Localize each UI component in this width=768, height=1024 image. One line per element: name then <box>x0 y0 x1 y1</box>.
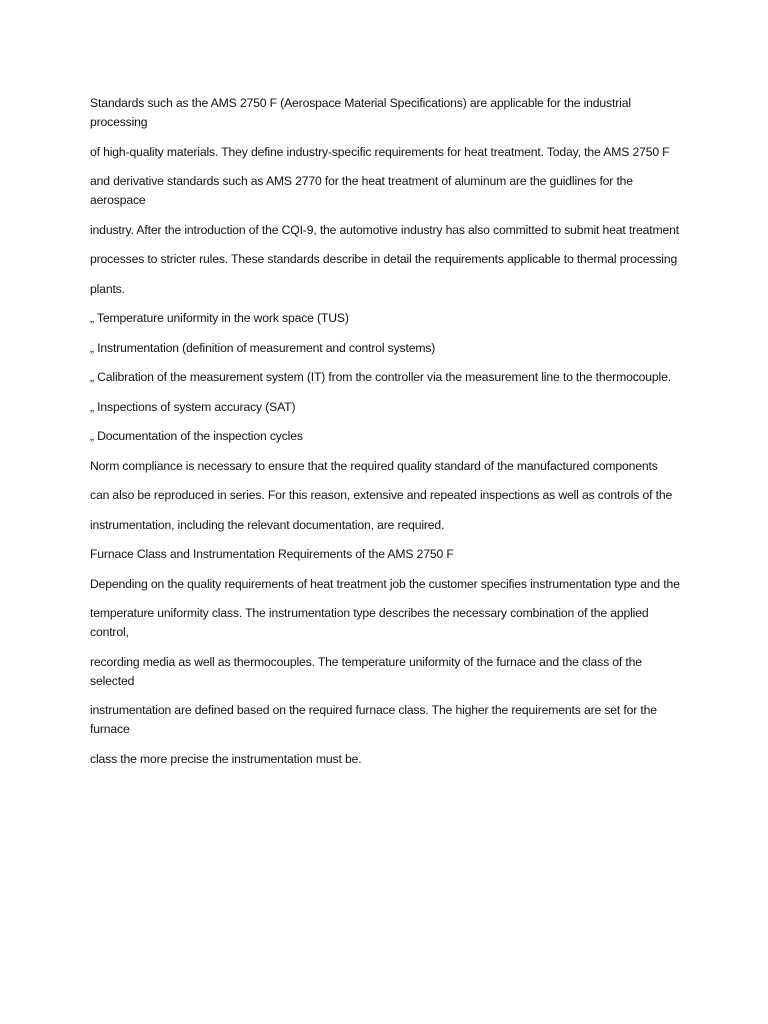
paragraph: plants. <box>90 281 125 296</box>
paragraph: instrumentation are defined based on the required furnace class. The higher the requirements are set for the furnace <box>90 703 657 736</box>
section-heading: Furnace Class and Instrumentation Requirements of the AMS 2750 F <box>90 547 454 561</box>
document-body <box>90 94 682 779</box>
paragraph: of high-quality materials. They define industry-specific requirements for heat treatment. Today, the AMS 2750 F <box>90 144 670 159</box>
paragraph: industry. After the introduction of the CQI-9, the automotive industry has also committed to submit heat treatment <box>90 222 679 237</box>
paragraph: and derivative standards such as AMS 2770 for the heat treatment of aluminum are the guidlines for the aerospace <box>90 174 633 207</box>
paragraph: can also be reproduced in series. For this reason, extensive and repeated inspections as well as controls of the <box>90 488 673 502</box>
list-item: „ Instrumentation (definition of measurement and control systems) <box>90 340 436 355</box>
paragraph: instrumentation, including the relevant documentation, are required. <box>90 517 445 532</box>
paragraph: class the more precise the instrumentation must be. <box>90 751 362 766</box>
paragraph: Standards such as the AMS 2750 F (Aerospace Material Specifications) are applicable for the industrial processing <box>90 96 631 129</box>
list-item: „ Documentation of the inspection cycles <box>90 429 303 443</box>
paragraph: processes to stricter rules. These standards describe in detail the requirements applicable to thermal processing <box>90 252 678 266</box>
list-item: „ Temperature uniformity in the work space (TUS) <box>90 311 349 325</box>
paragraph: temperature uniformity class. The instrumentation type describes the necessary combination of the applied control, <box>90 606 649 639</box>
paragraph: Depending on the quality requirements of heat treatment job the customer specifies instrumentation type and the <box>90 576 680 591</box>
paragraph: recording media as well as thermocouples. The temperature uniformity of the furnace and the class of the selected <box>90 654 642 688</box>
paragraph: Norm compliance is necessary to ensure that the required quality standard of the manufactured components <box>90 458 658 473</box>
list-item: „ Inspections of system accuracy (SAT) <box>90 399 296 414</box>
list-item: „ Calibration of the measurement system (IT) from the controller via the measurement line to the thermocouple. <box>90 370 671 384</box>
